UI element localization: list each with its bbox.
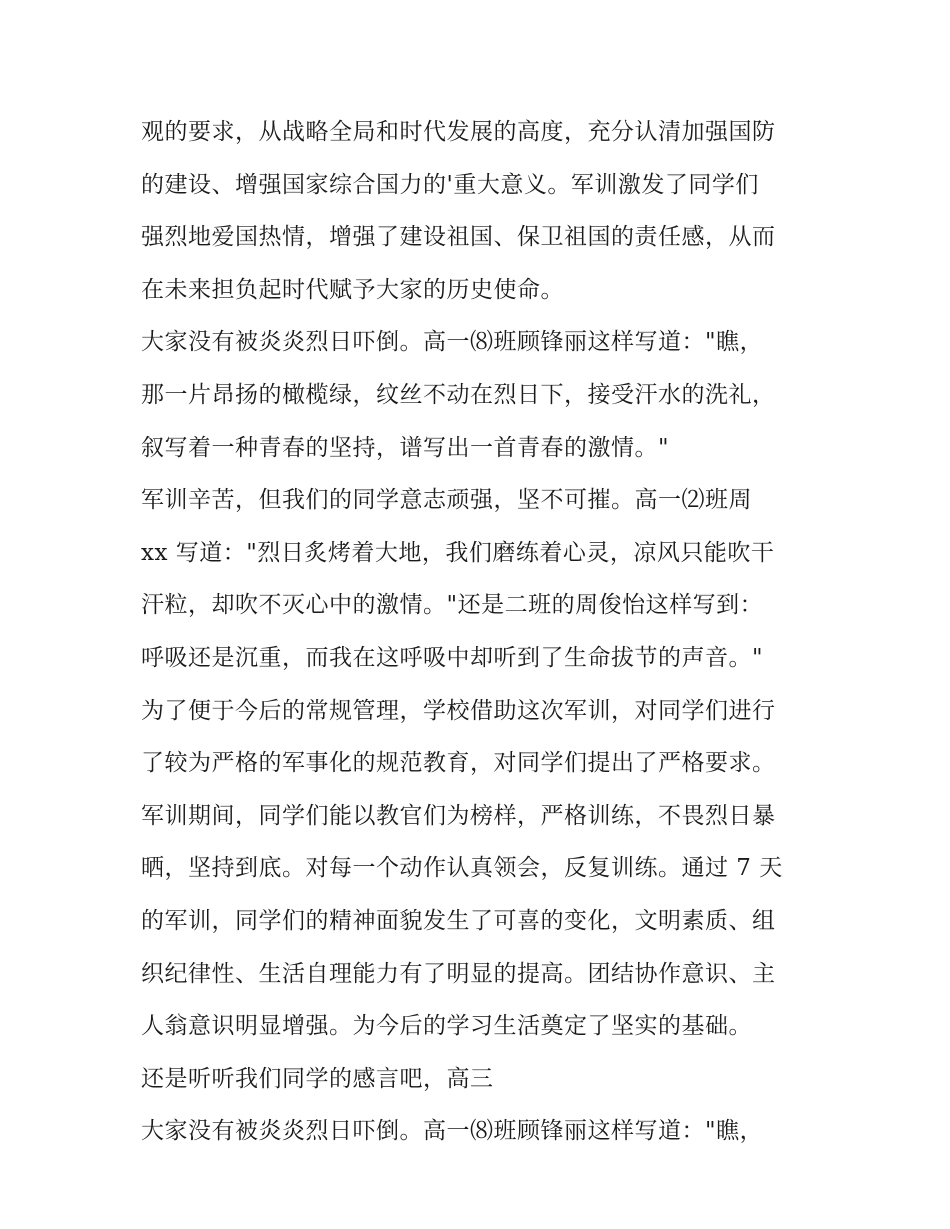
text-line: 的建设、增强国家综合国力的'重大意义。军训激发了同学们	[141, 171, 759, 198]
text-line: 了较为严格的军事化的规范教育，对同学们提出了严格要求。	[141, 750, 776, 777]
text-line: 人翁意识明显增强。为今后的学习生活奠定了坚实的基础。	[141, 1013, 752, 1040]
text-line: xx 写道："烈日炙烤着大地，我们磨练着心灵，凉风只能吹干	[141, 539, 775, 566]
text-line: 大家没有被炎炎烈日吓倒。高一⑻班顾锋丽这样写道："瞧，	[141, 1118, 764, 1145]
text-line: 晒，坚持到底。对每一个动作认真领会，反复训练。通过 7 天	[141, 855, 783, 882]
text-line: 叙写着一种青春的坚持，谱写出一首青春的激情。"	[141, 434, 670, 461]
text-line: 呼吸还是沉重，而我在这呼吸中却听到了生命拔节的声音。"	[141, 644, 764, 671]
document-body	[141, 106, 831, 1158]
text-line: 大家没有被炎炎烈日吓倒。高一⑻班顾锋丽这样写道："瞧，	[141, 329, 764, 356]
text-line: 为了便于今后的常规管理，学校借助这次军训，对同学们进行	[141, 697, 776, 724]
text-line: 织纪律性、生活自理能力有了明显的提高。团结协作意识、主	[141, 960, 776, 987]
text-line: 强烈地爱国热情，增强了建设祖国、保卫祖国的责任感，从而	[141, 224, 776, 251]
text-line: 汗粒，却吹不灭心中的激情。"还是二班的周俊怡这样写到：	[141, 592, 764, 619]
text-line: 还是听听我们同学的感言吧，高三	[141, 1065, 494, 1092]
text-line: 那一片昂扬的橄榄绿，纹丝不动在烈日下，接受汗水的洗礼，	[141, 381, 776, 408]
text-line: 军训期间，同学们能以教官们为榜样，严格训练，不畏烈日暴	[141, 802, 776, 829]
text-line: 的军训，同学们的精神面貌发生了可喜的变化，文明素质、组	[141, 907, 776, 934]
text-line: 在未来担负起时代赋予大家的历史使命。	[141, 276, 564, 303]
text-line: 观的要求，从战略全局和时代发展的高度，充分认清加强国防	[141, 119, 776, 145]
text-line: 军训辛苦，但我们的同学意志顽强，坚不可摧。高一⑵班周	[141, 487, 752, 514]
